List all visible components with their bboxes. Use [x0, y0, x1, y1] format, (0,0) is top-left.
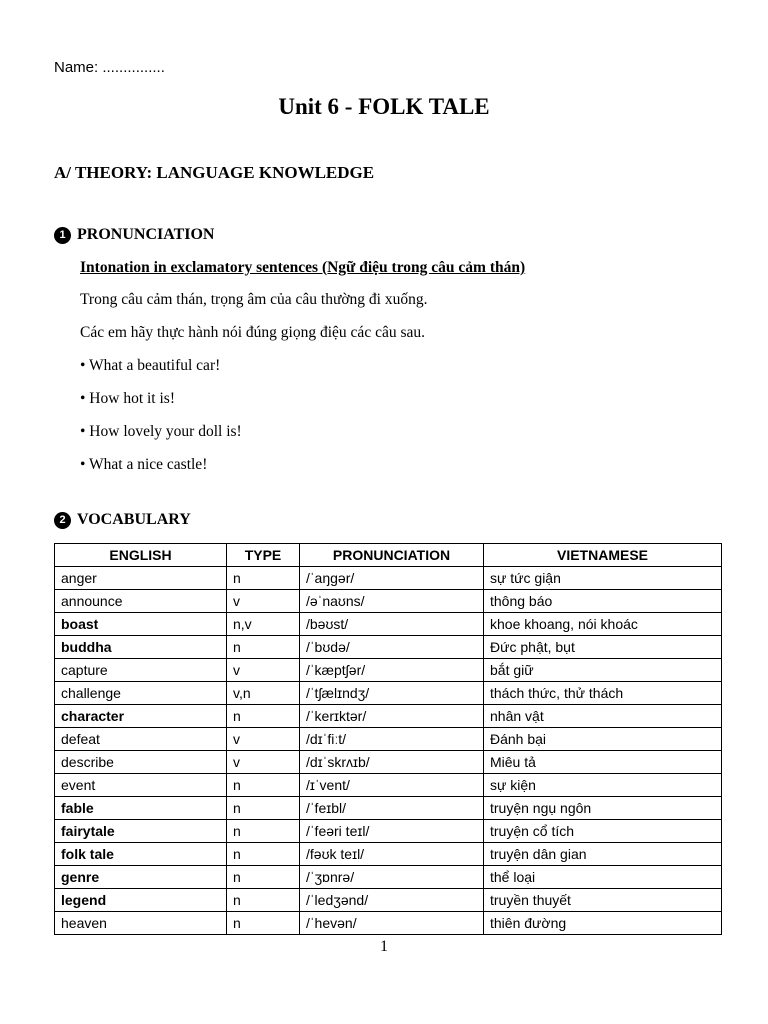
cell-pronunciation: /ˈkerɪktər/	[300, 705, 484, 728]
cell-vietnamese: thiên đường	[484, 912, 722, 935]
table-row	[55, 659, 722, 682]
cell-pronunciation: /ˈfeəri teɪl/	[300, 820, 484, 843]
header-pronunciation: PRONUNCIATION	[300, 544, 484, 567]
cell-type: n	[227, 797, 300, 820]
cell-english: buddha	[55, 636, 227, 659]
example-sentence: • How lovely your doll is!	[80, 423, 242, 440]
cell-vietnamese: Đức phật, bụt	[484, 636, 722, 659]
cell-type: v	[227, 751, 300, 774]
cell-pronunciation: /dɪˈskrʌɪb/	[300, 751, 484, 774]
cell-pronunciation: /ˈledʒənd/	[300, 889, 484, 912]
cell-vietnamese: truyện dân gian	[484, 843, 722, 866]
cell-pronunciation: /ˈaŋgər/	[300, 567, 484, 590]
cell-type: v	[227, 590, 300, 613]
cell-type: n	[227, 889, 300, 912]
pronunciation-heading	[54, 226, 214, 244]
cell-pronunciation: /dɪˈfiːt/	[300, 728, 484, 751]
cell-vietnamese: sự tức giận	[484, 567, 722, 590]
cell-english: capture	[55, 659, 227, 682]
cell-vietnamese: truyện cổ tích	[484, 820, 722, 843]
cell-english: event	[55, 774, 227, 797]
number-one-badge-icon: 1	[54, 227, 71, 244]
vocabulary-table-body	[55, 567, 722, 935]
cell-english: announce	[55, 590, 227, 613]
example-sentence: • What a nice castle!	[80, 456, 208, 473]
number-two-badge-icon: 2	[54, 512, 71, 529]
cell-english: genre	[55, 866, 227, 889]
cell-vietnamese: nhân vật	[484, 705, 722, 728]
cell-pronunciation: /ˈbʊdə/	[300, 636, 484, 659]
cell-vietnamese: bắt giữ	[484, 659, 722, 682]
cell-type: v,n	[227, 682, 300, 705]
cell-type: n	[227, 636, 300, 659]
table-row	[55, 774, 722, 797]
cell-vietnamese: khoe khoang, nói khoác	[484, 613, 722, 636]
cell-pronunciation: /bəʊst/	[300, 613, 484, 636]
name-label: Name	[54, 59, 95, 76]
pronunciation-line: Các em hãy thực hành nói đúng giọng điệu các câu sau.	[80, 324, 425, 341]
cell-type: n	[227, 866, 300, 889]
cell-vietnamese: truyện ngụ ngôn	[484, 797, 722, 820]
cell-pronunciation: /əˈnaʊns/	[300, 590, 484, 613]
table-row	[55, 820, 722, 843]
vocabulary-table	[54, 543, 722, 935]
table-row	[55, 705, 722, 728]
cell-type: n	[227, 774, 300, 797]
cell-english: fable	[55, 797, 227, 820]
table-row	[55, 590, 722, 613]
table-row	[55, 636, 722, 659]
cell-english: legend	[55, 889, 227, 912]
cell-pronunciation: /ˈtʃælɪndʒ/	[300, 682, 484, 705]
cell-english: describe	[55, 751, 227, 774]
table-row	[55, 843, 722, 866]
cell-vietnamese: thách thức, thử thách	[484, 682, 722, 705]
table-row	[55, 889, 722, 912]
section-a-heading: A/ THEORY: LANGUAGE KNOWLEDGE	[54, 163, 375, 182]
table-row	[55, 613, 722, 636]
cell-english: anger	[55, 567, 227, 590]
cell-english: defeat	[55, 728, 227, 751]
cell-vietnamese: sự kiện	[484, 774, 722, 797]
cell-type: n	[227, 820, 300, 843]
cell-vietnamese: thông báo	[484, 590, 722, 613]
cell-vietnamese: Đánh bại	[484, 728, 722, 751]
name-line	[54, 59, 165, 76]
cell-type: v	[227, 659, 300, 682]
intonation-subtitle: Intonation in exclamatory sentences (Ngữ điệu trong câu cảm thán)	[80, 259, 526, 276]
header-vietnamese: VIETNAMESE	[484, 544, 722, 567]
page-title: Unit 6 - FOLK TALE	[278, 94, 490, 119]
cell-vietnamese: Miêu tả	[484, 751, 722, 774]
cell-english: fairytale	[55, 820, 227, 843]
cell-pronunciation: /ˈkæptʃər/	[300, 659, 484, 682]
vocabulary-heading	[54, 511, 191, 529]
page-number: 1	[380, 938, 388, 955]
table-row	[55, 751, 722, 774]
example-sentence: • How hot it is!	[80, 390, 175, 407]
cell-type: n	[227, 843, 300, 866]
cell-english: character	[55, 705, 227, 728]
header-type: TYPE	[227, 544, 300, 567]
table-row	[55, 728, 722, 751]
cell-type: n	[227, 912, 300, 935]
pronunciation-line: Trong câu cảm thán, trọng âm của câu thường đi xuống.	[80, 291, 428, 308]
header-english: ENGLISH	[55, 544, 227, 567]
cell-english: folk tale	[55, 843, 227, 866]
vocabulary-heading-label: VOCABULARY	[77, 511, 191, 528]
table-row	[55, 866, 722, 889]
table-header-row	[55, 544, 722, 567]
cell-pronunciation: /ˈhevən/	[300, 912, 484, 935]
cell-english: boast	[55, 613, 227, 636]
cell-type: v	[227, 728, 300, 751]
table-row	[55, 797, 722, 820]
cell-english: challenge	[55, 682, 227, 705]
cell-vietnamese: truyền thuyết	[484, 889, 722, 912]
cell-type: n,v	[227, 613, 300, 636]
cell-pronunciation: /ˈfeɪbl/	[300, 797, 484, 820]
cell-type: n	[227, 567, 300, 590]
example-sentence: • What a beautiful car!	[80, 357, 221, 374]
table-row	[55, 682, 722, 705]
cell-pronunciation: /ɪˈvent/	[300, 774, 484, 797]
pronunciation-heading-label: PRONUNCIATION	[77, 226, 215, 243]
cell-pronunciation: /ˈʒɒnrə/	[300, 866, 484, 889]
cell-pronunciation: /fəʊk teɪl/	[300, 843, 484, 866]
name-blank: : ...............	[94, 59, 165, 76]
cell-english: heaven	[55, 912, 227, 935]
table-row	[55, 567, 722, 590]
cell-vietnamese: thể loại	[484, 866, 722, 889]
cell-type: n	[227, 705, 300, 728]
table-row	[55, 912, 722, 935]
